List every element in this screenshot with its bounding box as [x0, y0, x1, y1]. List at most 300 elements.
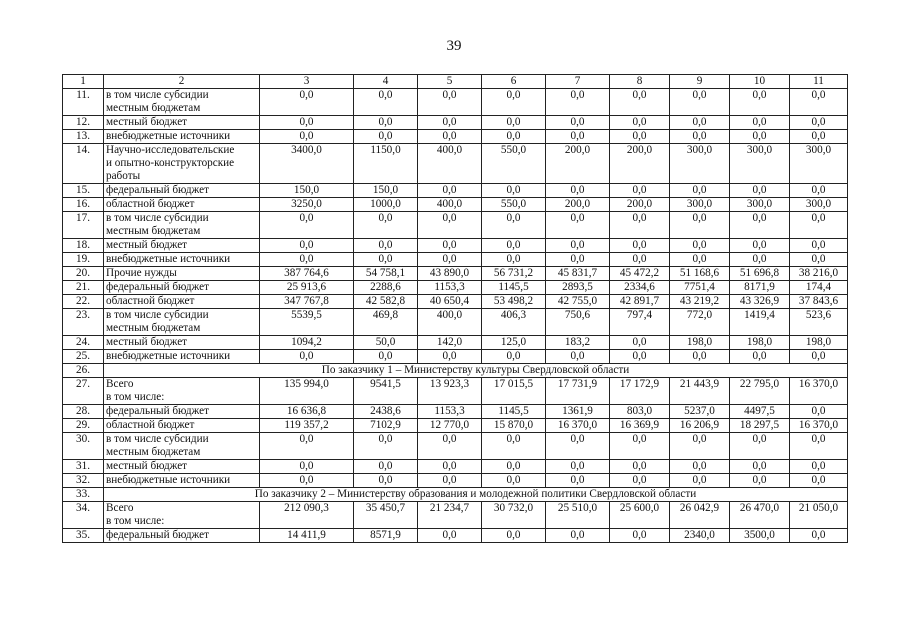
value-cell: 50,0 [354, 336, 418, 350]
value-cell: 0,0 [418, 184, 482, 198]
value-cell: 1150,0 [354, 144, 418, 184]
value-cell: 0,0 [418, 116, 482, 130]
row-label-line: в том числе: [106, 391, 165, 403]
row-number: 30. [63, 433, 104, 460]
value-cell: 150,0 [260, 184, 354, 198]
value-cell: 0,0 [546, 239, 610, 253]
value-cell: 0,0 [482, 474, 546, 488]
value-cell: 16 370,0 [546, 419, 610, 433]
row-number: 29. [63, 419, 104, 433]
value-cell: 0,0 [610, 116, 670, 130]
value-cell: 1145,5 [482, 405, 546, 419]
value-cell: 53 498,2 [482, 295, 546, 309]
value-cell: 22 795,0 [730, 378, 790, 405]
row-number: 11. [63, 89, 104, 116]
value-cell: 0,0 [546, 460, 610, 474]
row-label [104, 309, 260, 336]
row-label-line: областной бюджет [106, 198, 195, 210]
row-label-line: федеральный бюджет [106, 405, 209, 417]
row-label-line: областной бюджет [106, 295, 195, 307]
value-cell: 550,0 [482, 198, 546, 212]
row-label-line: местный бюджет [106, 116, 188, 128]
value-cell: 1145,5 [482, 281, 546, 295]
value-cell: 300,0 [790, 198, 848, 212]
table-row [63, 336, 848, 350]
row-label [104, 239, 260, 253]
row-label [104, 267, 260, 281]
value-cell: 0,0 [482, 460, 546, 474]
row-label-line: Прочие нужды [106, 267, 177, 279]
table-row [63, 281, 848, 295]
column-header: 11 [790, 75, 848, 89]
row-number: 24. [63, 336, 104, 350]
row-number: 16. [63, 198, 104, 212]
value-cell: 772,0 [670, 309, 730, 336]
value-cell: 0,0 [354, 433, 418, 460]
value-cell: 0,0 [482, 433, 546, 460]
table-row [63, 405, 848, 419]
value-cell: 4497,5 [730, 405, 790, 419]
value-cell: 200,0 [610, 144, 670, 184]
value-cell: 42 891,7 [610, 295, 670, 309]
table-row [63, 116, 848, 130]
table-row [63, 502, 848, 529]
value-cell: 0,0 [354, 474, 418, 488]
value-cell: 0,0 [790, 130, 848, 144]
column-header: 1 [63, 75, 104, 89]
value-cell: 0,0 [730, 474, 790, 488]
value-cell: 1153,3 [418, 405, 482, 419]
value-cell: 51 168,6 [670, 267, 730, 281]
value-cell: 300,0 [670, 198, 730, 212]
value-cell: 198,0 [670, 336, 730, 350]
row-label-line: внебюджетные источники [106, 130, 231, 142]
value-cell: 797,4 [610, 309, 670, 336]
value-cell: 0,0 [610, 350, 670, 364]
row-label [104, 130, 260, 144]
value-cell: 0,0 [354, 460, 418, 474]
row-label [104, 529, 260, 543]
value-cell: 0,0 [790, 405, 848, 419]
row-label-line: в том числе субсидии [106, 309, 209, 321]
value-cell: 0,0 [482, 239, 546, 253]
row-number: 25. [63, 350, 104, 364]
value-cell: 135 994,0 [260, 378, 354, 405]
value-cell: 0,0 [610, 529, 670, 543]
value-cell: 0,0 [482, 253, 546, 267]
value-cell: 0,0 [610, 460, 670, 474]
value-cell: 0,0 [610, 239, 670, 253]
value-cell: 25 510,0 [546, 502, 610, 529]
column-header: 8 [610, 75, 670, 89]
value-cell: 0,0 [260, 239, 354, 253]
value-cell: 0,0 [790, 460, 848, 474]
value-cell: 0,0 [546, 433, 610, 460]
row-label [104, 474, 260, 488]
row-number: 17. [63, 212, 104, 239]
value-cell: 9541,5 [354, 378, 418, 405]
value-cell: 0,0 [790, 212, 848, 239]
value-cell: 0,0 [546, 350, 610, 364]
value-cell: 200,0 [546, 198, 610, 212]
value-cell: 300,0 [730, 144, 790, 184]
value-cell: 0,0 [418, 89, 482, 116]
value-cell: 387 764,6 [260, 267, 354, 281]
row-number: 14. [63, 144, 104, 184]
column-header: 3 [260, 75, 354, 89]
value-cell: 0,0 [546, 474, 610, 488]
row-label-line: местный бюджет [106, 336, 188, 348]
table-row [63, 144, 848, 184]
value-cell: 469,8 [354, 309, 418, 336]
row-label-line: Всего [106, 502, 134, 514]
value-cell: 16 206,9 [670, 419, 730, 433]
row-label [104, 433, 260, 460]
value-cell: 0,0 [546, 89, 610, 116]
budget-table [62, 74, 848, 543]
value-cell: 0,0 [610, 253, 670, 267]
row-label-line: местный бюджет [106, 239, 188, 251]
value-cell: 0,0 [354, 350, 418, 364]
row-label [104, 405, 260, 419]
value-cell: 17 731,9 [546, 378, 610, 405]
value-cell: 0,0 [670, 253, 730, 267]
value-cell: 0,0 [354, 89, 418, 116]
header-row [63, 75, 848, 89]
column-header: 4 [354, 75, 418, 89]
value-cell: 0,0 [790, 529, 848, 543]
value-cell: 0,0 [670, 460, 730, 474]
value-cell: 0,0 [670, 116, 730, 130]
value-cell: 0,0 [670, 474, 730, 488]
value-cell: 0,0 [790, 474, 848, 488]
row-label [104, 378, 260, 405]
value-cell: 0,0 [482, 116, 546, 130]
value-cell: 54 758,1 [354, 267, 418, 281]
column-header: 6 [482, 75, 546, 89]
value-cell: 0,0 [730, 433, 790, 460]
row-number: 28. [63, 405, 104, 419]
row-label-line: местным бюджетам [106, 446, 201, 458]
value-cell: 2438,6 [354, 405, 418, 419]
table-row [63, 253, 848, 267]
value-cell: 0,0 [546, 253, 610, 267]
value-cell: 198,0 [790, 336, 848, 350]
row-number: 12. [63, 116, 104, 130]
value-cell: 17 172,9 [610, 378, 670, 405]
value-cell: 125,0 [482, 336, 546, 350]
value-cell: 5539,5 [260, 309, 354, 336]
value-cell: 400,0 [418, 309, 482, 336]
value-cell: 0,0 [418, 350, 482, 364]
value-cell: 0,0 [670, 212, 730, 239]
value-cell: 0,0 [610, 89, 670, 116]
row-label-line: областной бюджет [106, 419, 195, 431]
value-cell: 45 472,2 [610, 267, 670, 281]
value-cell: 35 450,7 [354, 502, 418, 529]
value-cell: 347 767,8 [260, 295, 354, 309]
value-cell: 21 234,7 [418, 502, 482, 529]
value-cell: 0,0 [730, 212, 790, 239]
value-cell: 300,0 [790, 144, 848, 184]
value-cell: 7751,4 [670, 281, 730, 295]
value-cell: 37 843,6 [790, 295, 848, 309]
row-number: 18. [63, 239, 104, 253]
value-cell: 0,0 [730, 89, 790, 116]
row-label-line: в том числе субсидии [106, 433, 209, 445]
row-label [104, 281, 260, 295]
value-cell: 51 696,8 [730, 267, 790, 281]
value-cell: 0,0 [546, 116, 610, 130]
value-cell: 0,0 [260, 474, 354, 488]
value-cell: 26 470,0 [730, 502, 790, 529]
value-cell: 0,0 [482, 529, 546, 543]
value-cell: 0,0 [670, 239, 730, 253]
value-cell: 198,0 [730, 336, 790, 350]
row-label [104, 336, 260, 350]
table-row [63, 198, 848, 212]
value-cell: 0,0 [418, 253, 482, 267]
value-cell: 0,0 [260, 253, 354, 267]
value-cell: 43 326,9 [730, 295, 790, 309]
table-row [63, 474, 848, 488]
value-cell: 523,6 [790, 309, 848, 336]
row-label-line: внебюджетные источники [106, 350, 231, 362]
value-cell: 2893,5 [546, 281, 610, 295]
row-label [104, 184, 260, 198]
row-label-line: в том числе субсидии [106, 212, 209, 224]
value-cell: 1153,3 [418, 281, 482, 295]
value-cell: 0,0 [730, 350, 790, 364]
row-label-line: внебюджетные источники [106, 253, 231, 265]
value-cell: 0,0 [730, 130, 790, 144]
value-cell: 17 015,5 [482, 378, 546, 405]
value-cell: 8571,9 [354, 529, 418, 543]
column-header: 10 [730, 75, 790, 89]
value-cell: 200,0 [610, 198, 670, 212]
value-cell: 3500,0 [730, 529, 790, 543]
value-cell: 26 042,9 [670, 502, 730, 529]
row-label [104, 212, 260, 239]
value-cell: 0,0 [610, 474, 670, 488]
row-label-line: работы [106, 170, 141, 182]
value-cell: 2334,6 [610, 281, 670, 295]
table-row [63, 184, 848, 198]
value-cell: 0,0 [546, 212, 610, 239]
table-row [63, 239, 848, 253]
value-cell: 45 831,7 [546, 267, 610, 281]
row-number: 33. [63, 488, 104, 502]
column-header: 2 [104, 75, 260, 89]
value-cell: 0,0 [670, 350, 730, 364]
row-number: 22. [63, 295, 104, 309]
value-cell: 0,0 [546, 184, 610, 198]
value-cell: 0,0 [546, 130, 610, 144]
row-number: 35. [63, 529, 104, 543]
row-label-line: местным бюджетам [106, 322, 201, 334]
row-label [104, 350, 260, 364]
value-cell: 0,0 [418, 212, 482, 239]
row-label [104, 419, 260, 433]
row-number: 23. [63, 309, 104, 336]
value-cell: 0,0 [610, 433, 670, 460]
row-label-line: местный бюджет [106, 460, 188, 472]
value-cell: 0,0 [482, 350, 546, 364]
value-cell: 14 411,9 [260, 529, 354, 543]
value-cell: 40 650,4 [418, 295, 482, 309]
value-cell: 300,0 [730, 198, 790, 212]
value-cell: 25 913,6 [260, 281, 354, 295]
value-cell: 0,0 [482, 184, 546, 198]
table-row [63, 212, 848, 239]
table-row [63, 529, 848, 543]
row-label-line: федеральный бюджет [106, 529, 209, 541]
row-label [104, 89, 260, 116]
row-label-line: и опытно-конструкторские [106, 157, 235, 169]
value-cell: 7102,9 [354, 419, 418, 433]
value-cell: 0,0 [730, 460, 790, 474]
value-cell: 42 755,0 [546, 295, 610, 309]
value-cell: 5237,0 [670, 405, 730, 419]
value-cell: 16 636,8 [260, 405, 354, 419]
row-label [104, 460, 260, 474]
value-cell: 0,0 [418, 130, 482, 144]
value-cell: 400,0 [418, 198, 482, 212]
value-cell: 0,0 [482, 89, 546, 116]
value-cell: 8171,9 [730, 281, 790, 295]
value-cell: 400,0 [418, 144, 482, 184]
value-cell: 21 443,9 [670, 378, 730, 405]
value-cell: 0,0 [260, 350, 354, 364]
value-cell: 16 370,0 [790, 378, 848, 405]
row-label-line: федеральный бюджет [106, 281, 209, 293]
row-number: 31. [63, 460, 104, 474]
value-cell: 18 297,5 [730, 419, 790, 433]
table-row [63, 130, 848, 144]
row-number: 21. [63, 281, 104, 295]
value-cell: 0,0 [418, 474, 482, 488]
value-cell: 2340,0 [670, 529, 730, 543]
value-cell: 0,0 [670, 130, 730, 144]
value-cell: 0,0 [482, 130, 546, 144]
value-cell: 0,0 [790, 184, 848, 198]
row-label-line: Научно-исследовательские [106, 144, 235, 156]
value-cell: 550,0 [482, 144, 546, 184]
row-number: 15. [63, 184, 104, 198]
table-row [63, 364, 848, 378]
table-row [63, 378, 848, 405]
value-cell: 174,4 [790, 281, 848, 295]
table-row [63, 460, 848, 474]
value-cell: 0,0 [260, 433, 354, 460]
value-cell: 0,0 [354, 116, 418, 130]
value-cell: 0,0 [610, 336, 670, 350]
value-cell: 0,0 [418, 529, 482, 543]
value-cell: 0,0 [354, 130, 418, 144]
row-label-line: Всего [106, 378, 134, 390]
value-cell: 0,0 [260, 460, 354, 474]
value-cell: 150,0 [354, 184, 418, 198]
row-number: 20. [63, 267, 104, 281]
table-row [63, 433, 848, 460]
value-cell: 0,0 [730, 253, 790, 267]
value-cell: 1094,2 [260, 336, 354, 350]
value-cell: 38 216,0 [790, 267, 848, 281]
value-cell: 1419,4 [730, 309, 790, 336]
value-cell: 406,3 [482, 309, 546, 336]
value-cell: 1361,9 [546, 405, 610, 419]
row-number: 26. [63, 364, 104, 378]
value-cell: 0,0 [730, 184, 790, 198]
value-cell: 0,0 [670, 89, 730, 116]
value-cell: 0,0 [354, 239, 418, 253]
table-row [63, 309, 848, 336]
table-row [63, 488, 848, 502]
value-cell: 0,0 [730, 239, 790, 253]
value-cell: 0,0 [790, 350, 848, 364]
row-number: 27. [63, 378, 104, 405]
row-label [104, 295, 260, 309]
value-cell: 13 923,3 [418, 378, 482, 405]
value-cell: 200,0 [546, 144, 610, 184]
value-cell: 0,0 [418, 460, 482, 474]
value-cell: 56 731,2 [482, 267, 546, 281]
value-cell: 0,0 [354, 212, 418, 239]
value-cell: 212 090,3 [260, 502, 354, 529]
value-cell: 750,6 [546, 309, 610, 336]
row-number: 34. [63, 502, 104, 529]
value-cell: 0,0 [418, 239, 482, 253]
value-cell: 0,0 [610, 130, 670, 144]
value-cell: 0,0 [260, 130, 354, 144]
row-number: 32. [63, 474, 104, 488]
row-label-line: местным бюджетам [106, 102, 201, 114]
value-cell: 0,0 [482, 212, 546, 239]
row-number: 19. [63, 253, 104, 267]
value-cell: 12 770,0 [418, 419, 482, 433]
value-cell: 803,0 [610, 405, 670, 419]
table-row [63, 267, 848, 281]
value-cell: 0,0 [260, 116, 354, 130]
value-cell: 0,0 [730, 116, 790, 130]
value-cell: 25 600,0 [610, 502, 670, 529]
section-title: По заказчику 1 – Министерству культуры Свердловской области [104, 364, 848, 378]
row-number: 13. [63, 130, 104, 144]
page-number: 39 [446, 38, 462, 54]
value-cell: 3400,0 [260, 144, 354, 184]
value-cell: 1000,0 [354, 198, 418, 212]
value-cell: 0,0 [670, 184, 730, 198]
row-label-line: внебюджетные источники [106, 474, 231, 486]
row-label [104, 502, 260, 529]
value-cell: 0,0 [354, 253, 418, 267]
value-cell: 2288,6 [354, 281, 418, 295]
value-cell: 0,0 [790, 433, 848, 460]
value-cell: 0,0 [610, 184, 670, 198]
value-cell: 15 870,0 [482, 419, 546, 433]
row-label-line: в том числе субсидии [106, 89, 209, 101]
row-label-line: в том числе: [106, 515, 165, 527]
value-cell: 16 369,9 [610, 419, 670, 433]
value-cell: 0,0 [546, 529, 610, 543]
value-cell: 183,2 [546, 336, 610, 350]
value-cell: 0,0 [790, 239, 848, 253]
value-cell: 300,0 [670, 144, 730, 184]
value-cell: 30 732,0 [482, 502, 546, 529]
row-label [104, 144, 260, 184]
row-label [104, 198, 260, 212]
row-label [104, 253, 260, 267]
